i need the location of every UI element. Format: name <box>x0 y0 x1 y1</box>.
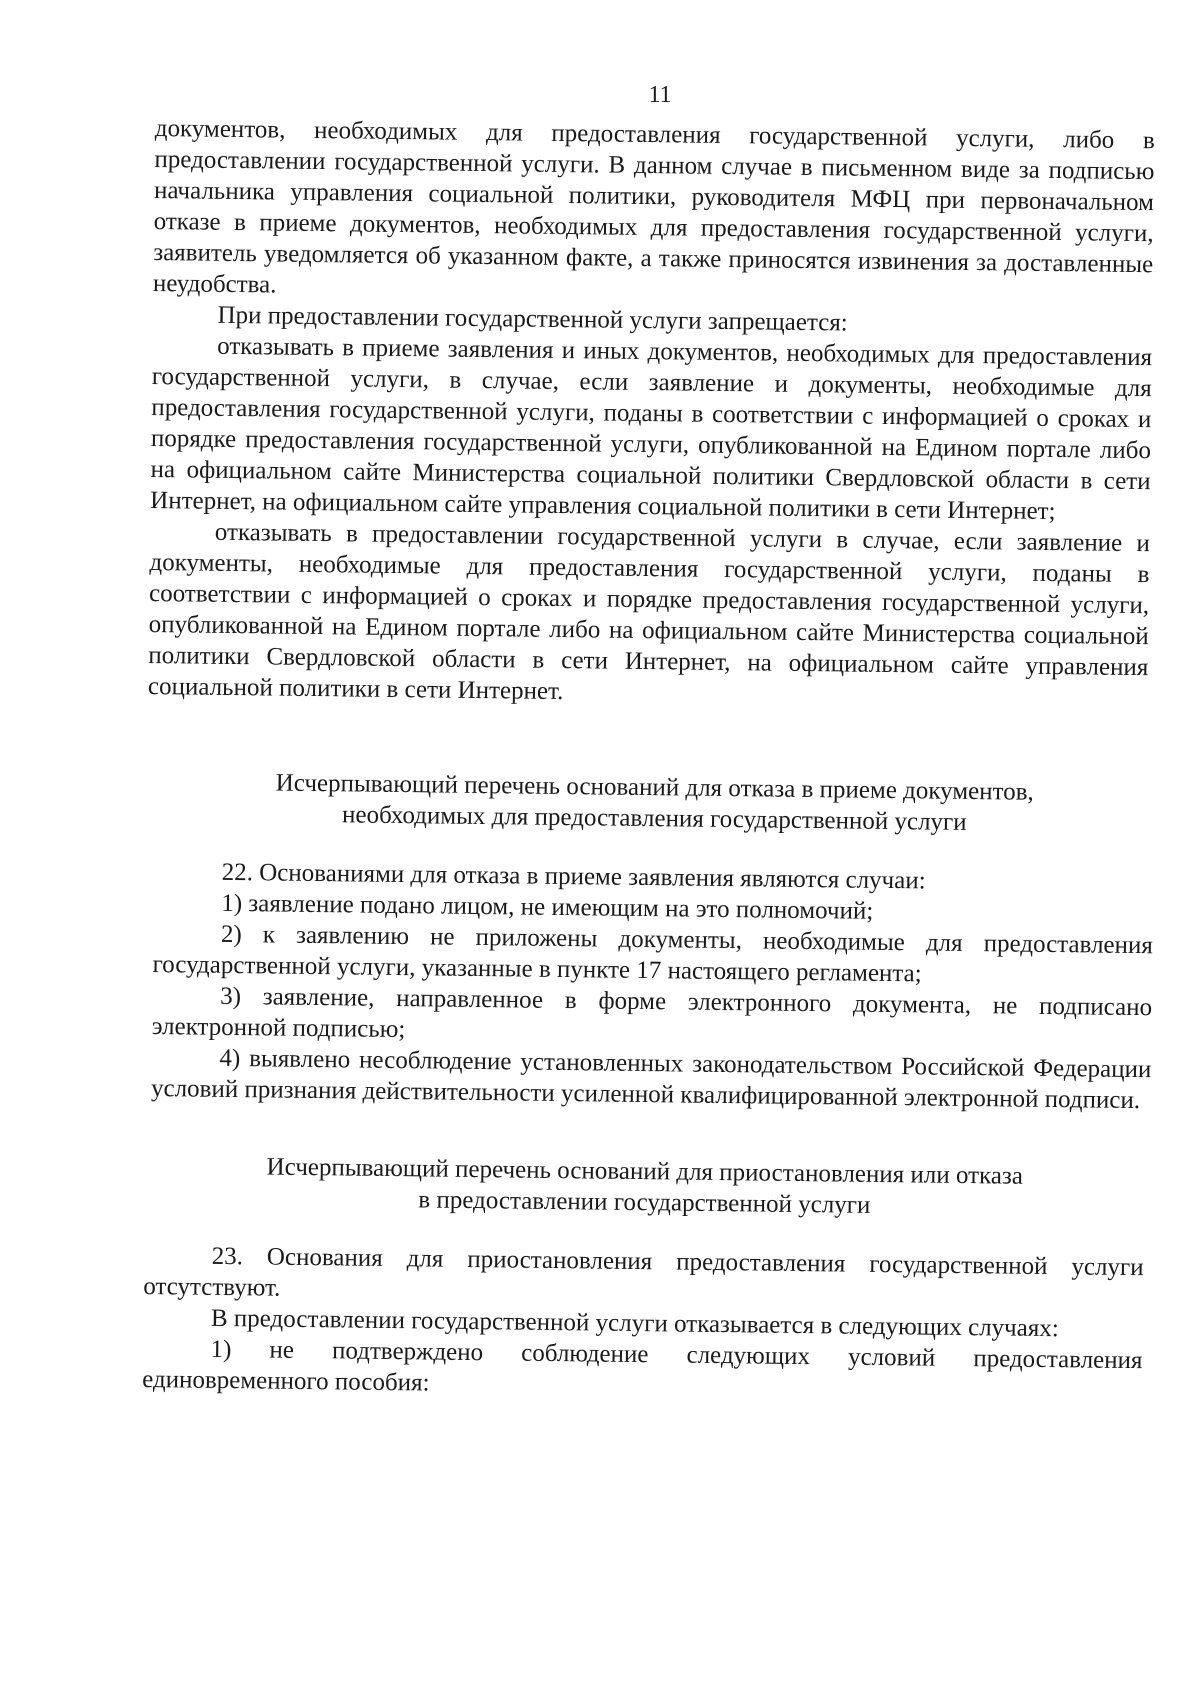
heading-line-2: необходимых для предоставления государственной услуги <box>341 801 967 836</box>
list-item: 1) заявление подано лицом, не имеющим на это полномочий; <box>221 889 874 925</box>
list-item: 3) заявление, направленное в форме электронного документа, не подписано электронной подписью; <box>151 982 1153 1044</box>
paragraph-prohibition-document-acceptance: отказывать в приеме заявления и иных документов, необходимых для предоставления государственной услуги, в случае, если заявление и документы, необходимые для предоставления государственной услуги, поданы в соответствии с информацией о сроках и порядке предоставления государственной услуги, опубликованной на Едином портале либо на официальном сайте Министерства социальной политики Свердловской области в сети Интернет, на официальном сайте управления социальной политики в сети Интернет; <box>150 332 1153 526</box>
heading-line-1: Исчерпывающий перечень оснований для отказа в приеме документов, <box>275 769 1034 806</box>
section-service-refusal-notice <box>148 113 1155 714</box>
list-item: 1) не подтверждено соблюдение следующих условий предоставления единовременного пособия: <box>142 1335 1143 1397</box>
paragraph-prohibition-service-refusal: отказывать в предоставлении государственной услуги в случае, если заявление и документы, необходимые для предоставления государственной услуги, поданы в соответствии с информацией о сроках и порядке предоставления государственной услуги, опубликованной на Едином портале либо на официальном сайте Министерства социальной политики Свердловской области в сети Интернет, на официальном сайте управления социальной политики в сети Интернет. <box>147 518 1150 706</box>
section-grounds-document-refusal <box>151 766 1155 1116</box>
paragraph-refusal-notification: документов, необходимых для предоставления государственной услуги, либо в предоставлении государственной услуги. В данном случае в письменном виде за подписью начальника управления социальной политики, руководителя МФЦ при первоначальном отказе в приеме документов, необходимых для предоставления государственной услуги, заявитель уведомляется об указанном факте, а также приносятся извинения за доставленные неудобства. <box>152 114 1155 299</box>
heading-line-2: в предоставлении государственной услуги <box>418 1186 871 1219</box>
section-grounds-suspension-refusal <box>142 1150 1145 1407</box>
paragraph-prohibitions-intro: При предоставлении государственной услуги запрещается: <box>217 301 848 337</box>
clause-23-suspension: 23. Основания для приостановления предоставления государственной услуги отсутствуют. <box>143 1242 1144 1302</box>
paragraph-refusal-cases: В предоставлении государственной услуги отказывается в следующих случаях: <box>210 1304 1059 1343</box>
page-number: 11 <box>648 82 672 108</box>
list-item: 2) к заявлению не приложены документы, необходимые для предоставления государственной услуги, указанные в пункте 17 настоящего регламента; <box>152 920 1154 988</box>
heading-line-1: Исчерпывающий перечень оснований для приостановления или отказа <box>266 1153 1024 1190</box>
clause-22-intro: 22. Основаниями для отказа в приеме заявления являются случаи: <box>221 858 926 895</box>
list-item: 4) выявлено несоблюдение установленных законодательством Российской Федерации условий признания действительности усиленной квалифицированной электронной подписи. <box>150 1044 1152 1115</box>
